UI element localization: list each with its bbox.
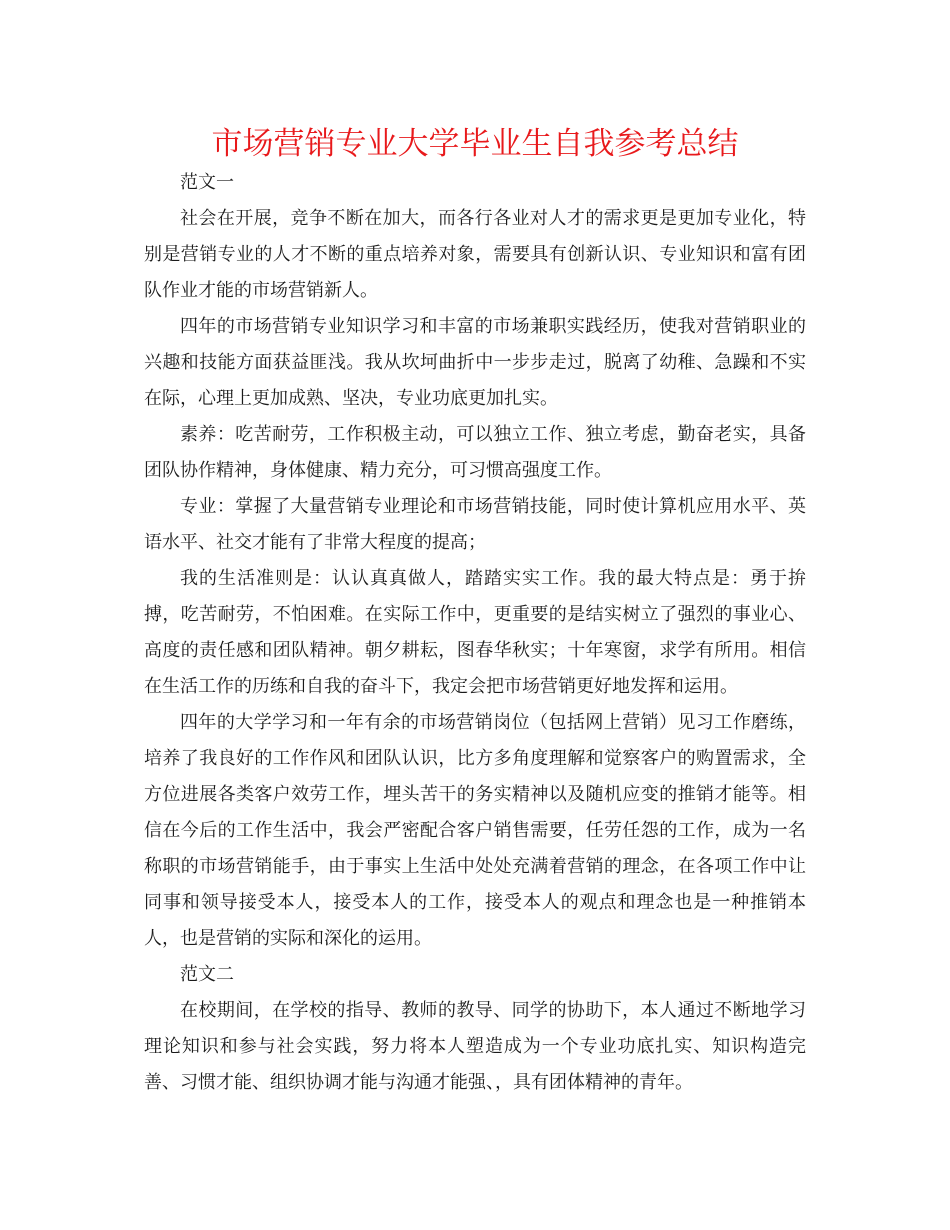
paragraph: 专业：掌握了大量营销专业理论和市场营销技能，同时使计算机应用水平、英语水平、社交才能有了非常大程度的提高； <box>144 496 806 553</box>
section-heading: 范文二 <box>180 964 234 985</box>
paragraph: 我的生活准则是：认认真真做人，踏踏实实工作。我的最大特点是：勇于拚搏，吃苦耐劳，不怕困难。在实际工作中，更重要的是结实树立了强烈的事业心、高度的责任感和团队精神。朝夕耕耘，图春华秋实；十年寒窗，求学有所用。相信在生活工作的历练和自我的奋斗下，我定会把市场营销更好地发挥和运用。 <box>144 568 806 697</box>
paragraph: 四年的大学学习和一年有余的市场营销岗位（包括网上营销）见习工作磨练，培养了我良好的工作作风和团队认识，比方多角度理解和觉察客户的购置需求，全方位进展各类客户效劳工作，埋头苦干的务实精神以及随机应变的推销才能等。相信在今后的工作生活中，我会严密配合客户销售需要，任劳任怨的工作，成为一名称职的市场营销能手，由于事实上生活中处处充满着营销的理念，在各项工作中让同事和领导接受本人，接受本人的工作，接受本人的观点和理念也是一种推销本人，也是营销的实际和深化的运用。 <box>144 712 806 949</box>
document-title: 市场营销专业大学毕业生自我参考总结 <box>211 126 739 162</box>
section-heading: 范文一 <box>180 172 234 193</box>
document-body <box>144 165 806 1101</box>
paragraph: 社会在开展，竞争不断在加大，而各行各业对人才的需求更是更加专业化，特别是营销专业的人才不断的重点培养对象，需要具有创新认识、专业知识和富有团队作业才能的市场营销新人。 <box>144 208 806 301</box>
paragraph: 在校期间，在学校的指导、教师的教导、同学的协助下，本人通过不断地学习理论知识和参与社会实践，努力将本人塑造成为一个专业功底扎实、知识构造完善、习惯才能、组织协调才能与沟通才能强、，具有团体精神的青年。 <box>144 1000 806 1093</box>
paragraph: 四年的市场营销专业知识学习和丰富的市场兼职实践经历，使我对营销职业的兴趣和技能方面获益匪浅。我从坎坷曲折中一步步走过，脱离了幼稚、急躁和不实在际，心理上更加成熟、坚决，专业功底更加扎实。 <box>144 316 806 409</box>
paragraph: 素养：吃苦耐劳，工作积极主动，可以独立工作、独立考虑，勤奋老实，具备团队协作精神，身体健康、精力充分，可习惯高强度工作。 <box>144 424 806 481</box>
